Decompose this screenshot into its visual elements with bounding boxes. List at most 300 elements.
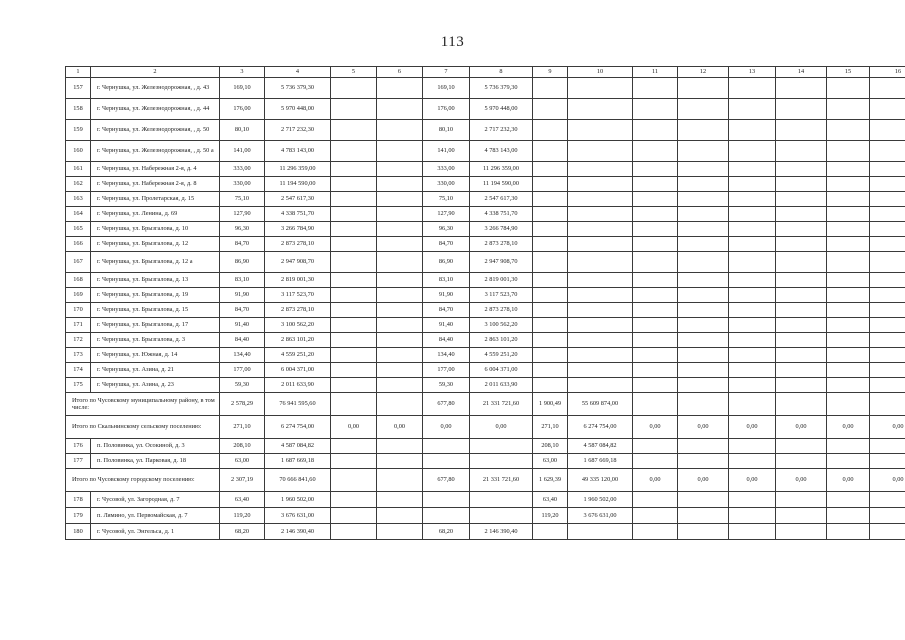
- table-cell: 5 736 379,30: [265, 78, 331, 99]
- table-cell: [678, 439, 729, 454]
- table-cell: 208,10: [220, 439, 265, 454]
- table-cell: 163: [66, 192, 91, 207]
- table-cell: п. Половинка, ул. Осокиной, д. 3: [91, 439, 220, 454]
- table-cell: 8: [470, 67, 533, 78]
- table-cell: [377, 78, 423, 99]
- table-cell: [827, 393, 870, 416]
- table-cell: 6 274 754,00: [568, 416, 633, 439]
- table-cell: 677,80: [423, 393, 470, 416]
- table-cell: [633, 288, 678, 303]
- table-cell: [870, 162, 905, 177]
- table-cell: п. Лямино, ул. Первомайская, д. 7: [91, 508, 220, 524]
- table-cell: [568, 333, 633, 348]
- table-cell: [377, 303, 423, 318]
- table-cell: 173: [66, 348, 91, 363]
- table-cell: [776, 120, 827, 141]
- table-cell: [633, 192, 678, 207]
- table-cell: 3 676 631,00: [568, 508, 633, 524]
- table-cell: 21 331 721,60: [470, 469, 533, 492]
- table-cell: [377, 454, 423, 469]
- table-cell: 76 941 595,60: [265, 393, 331, 416]
- table-cell: [870, 378, 905, 393]
- table-cell: [827, 252, 870, 273]
- table-cell: [729, 162, 776, 177]
- table-cell: [377, 363, 423, 378]
- table-cell: 6: [377, 67, 423, 78]
- table-cell: [870, 78, 905, 99]
- table-cell: г. Чернушка, ул. Железнодорожная, , д. 50: [91, 120, 220, 141]
- table-row: [66, 492, 905, 508]
- table-cell: [827, 348, 870, 363]
- page-number: 113: [440, 34, 465, 50]
- table-cell: 59,30: [220, 378, 265, 393]
- table-cell: 3 100 562,20: [265, 318, 331, 333]
- table-cell: [776, 288, 827, 303]
- table-cell: [678, 454, 729, 469]
- table-cell: [470, 492, 533, 508]
- subtotal-row: [66, 469, 905, 492]
- table-cell: [568, 78, 633, 99]
- table-cell: [776, 454, 827, 469]
- table-cell: 177,00: [423, 363, 470, 378]
- table-cell: 119,20: [220, 508, 265, 524]
- table-cell: 2 146 390,40: [470, 524, 533, 540]
- table-cell: 84,70: [423, 237, 470, 252]
- table-cell: [377, 192, 423, 207]
- table-cell: [776, 508, 827, 524]
- table-cell: [633, 492, 678, 508]
- housing-table: [65, 66, 905, 540]
- table-cell: 5: [331, 67, 377, 78]
- table-cell: 3 117 523,70: [265, 288, 331, 303]
- table-cell: [423, 454, 470, 469]
- table-cell: 333,00: [220, 162, 265, 177]
- table-row: [66, 177, 905, 192]
- table-cell: 4 783 143,00: [265, 141, 331, 162]
- table-row: [66, 288, 905, 303]
- table-cell: [331, 207, 377, 222]
- subtotal-row: [66, 393, 905, 416]
- table-cell: 1 960 502,00: [265, 492, 331, 508]
- table-cell: г. Чернушка, ул. Брызгалова, д. 17: [91, 318, 220, 333]
- table-cell: [533, 348, 568, 363]
- table-cell: [870, 363, 905, 378]
- table-cell: г. Чусовой, ул. Энгельса, д. 1: [91, 524, 220, 540]
- table-cell: [827, 524, 870, 540]
- table-cell: [377, 162, 423, 177]
- table-cell: 2 873 278,10: [470, 237, 533, 252]
- table-cell: [827, 120, 870, 141]
- table-cell: 4 587 084,82: [265, 439, 331, 454]
- table-cell: [377, 469, 423, 492]
- table-cell: [331, 99, 377, 120]
- table-cell: 2 863 101,20: [470, 333, 533, 348]
- table-cell: 13: [729, 67, 776, 78]
- table-cell: [633, 454, 678, 469]
- table-cell: 96,30: [423, 222, 470, 237]
- subtotal-row: [66, 416, 905, 439]
- table-row: [66, 363, 905, 378]
- table-cell: 2 873 278,10: [265, 237, 331, 252]
- table-cell: [827, 439, 870, 454]
- table-cell: [729, 492, 776, 508]
- table-cell: [678, 393, 729, 416]
- table-cell: [776, 348, 827, 363]
- table-cell: г. Чернушка, ул. Брызгалова, д. 13: [91, 273, 220, 288]
- table-cell: [827, 177, 870, 192]
- table-cell: 75,10: [423, 192, 470, 207]
- table-cell: [568, 141, 633, 162]
- table-cell: [331, 288, 377, 303]
- table-cell: 141,00: [220, 141, 265, 162]
- table-cell: [729, 120, 776, 141]
- table-cell: 2 819 001,30: [470, 273, 533, 288]
- table-cell: 4 338 751,70: [265, 207, 331, 222]
- table-cell: [533, 99, 568, 120]
- table-cell: [331, 222, 377, 237]
- table-row: [66, 524, 905, 540]
- table-cell: [377, 348, 423, 363]
- table-cell: [870, 288, 905, 303]
- table-cell: [633, 273, 678, 288]
- table-cell: 2 873 278,10: [470, 303, 533, 318]
- table-cell: [568, 273, 633, 288]
- table-row: [66, 318, 905, 333]
- table-cell: г. Чернушка, ул. Брызгалова, д. 3: [91, 333, 220, 348]
- table-cell: 21 331 721,60: [470, 393, 533, 416]
- table-row: [66, 78, 905, 99]
- table-cell: 0,00: [633, 469, 678, 492]
- table-cell: [678, 363, 729, 378]
- table-cell: [776, 492, 827, 508]
- table-cell: 68,20: [423, 524, 470, 540]
- table-cell: [331, 363, 377, 378]
- table-cell: 179: [66, 508, 91, 524]
- table-cell: [568, 192, 633, 207]
- table-cell: [729, 439, 776, 454]
- table-cell: [827, 141, 870, 162]
- table-cell: [533, 78, 568, 99]
- table-cell: [533, 378, 568, 393]
- table-cell: [776, 207, 827, 222]
- table-cell: [331, 508, 377, 524]
- table-cell: [377, 378, 423, 393]
- table-cell: [377, 318, 423, 333]
- table-cell: 171: [66, 318, 91, 333]
- table-cell: 68,20: [220, 524, 265, 540]
- table-cell: [827, 222, 870, 237]
- table-row: [66, 454, 905, 469]
- table-cell: 174: [66, 363, 91, 378]
- table-row: [66, 222, 905, 237]
- table-cell: 63,40: [220, 492, 265, 508]
- table-row: [66, 237, 905, 252]
- table-cell: [678, 192, 729, 207]
- table-cell: [533, 303, 568, 318]
- table-cell: [331, 78, 377, 99]
- table-cell: [729, 78, 776, 99]
- table-cell: [827, 78, 870, 99]
- table-cell: [827, 333, 870, 348]
- table-cell: 0,00: [633, 416, 678, 439]
- table-cell: [729, 333, 776, 348]
- table-cell: [827, 207, 870, 222]
- table-cell: [729, 378, 776, 393]
- table-cell: [533, 273, 568, 288]
- table-cell: [470, 508, 533, 524]
- table-cell: [827, 454, 870, 469]
- table-cell: [678, 288, 729, 303]
- table-cell: [776, 524, 827, 540]
- table-cell: [568, 318, 633, 333]
- table-cell: 0,00: [729, 469, 776, 492]
- table-cell: [331, 333, 377, 348]
- table-cell: [533, 141, 568, 162]
- table-cell: [377, 508, 423, 524]
- table-cell: 167: [66, 252, 91, 273]
- table-cell: [568, 177, 633, 192]
- table-cell: 168: [66, 273, 91, 288]
- table-row: [66, 141, 905, 162]
- table-cell: [776, 363, 827, 378]
- table-cell: 1 960 502,00: [568, 492, 633, 508]
- table-cell: 3: [220, 67, 265, 78]
- table-cell: [568, 222, 633, 237]
- table-row: [66, 303, 905, 318]
- table-cell: 6 004 371,00: [470, 363, 533, 378]
- table-cell: [377, 273, 423, 288]
- table-cell: [870, 393, 905, 416]
- table-cell: [678, 492, 729, 508]
- table-cell: [678, 78, 729, 99]
- table-cell: [377, 492, 423, 508]
- table-cell: [568, 348, 633, 363]
- table-cell: 4 783 143,00: [470, 141, 533, 162]
- table-cell: 5 970 448,00: [265, 99, 331, 120]
- table-cell: 271,10: [533, 416, 568, 439]
- table-cell: [776, 78, 827, 99]
- table-cell: [729, 222, 776, 237]
- table-cell: [678, 237, 729, 252]
- table-cell: [633, 524, 678, 540]
- table-cell: 175: [66, 378, 91, 393]
- table-row: [66, 120, 905, 141]
- table-cell: [827, 192, 870, 207]
- table-cell: г. Чернушка, ул. Азина, д. 21: [91, 363, 220, 378]
- table-cell: [568, 162, 633, 177]
- table-cell: [533, 524, 568, 540]
- table-cell: 2 578,29: [220, 393, 265, 416]
- table-cell: [729, 393, 776, 416]
- table-cell: 1 687 669,18: [265, 454, 331, 469]
- table-cell: Итого по Чусовскому городскому поселению:: [66, 469, 220, 492]
- table-cell: [331, 454, 377, 469]
- table-cell: [729, 508, 776, 524]
- table-cell: [633, 318, 678, 333]
- table-cell: 0,00: [377, 416, 423, 439]
- table-cell: [729, 348, 776, 363]
- table-cell: 158: [66, 99, 91, 120]
- table-cell: [678, 99, 729, 120]
- table-row: [66, 207, 905, 222]
- table-cell: [678, 141, 729, 162]
- table-cell: [678, 162, 729, 177]
- table-cell: [827, 237, 870, 252]
- table-cell: п. Половинка, ул. Парковая, д. 18: [91, 454, 220, 469]
- table-cell: [678, 508, 729, 524]
- table-cell: 86,90: [423, 252, 470, 273]
- table-cell: 176,00: [220, 99, 265, 120]
- table-cell: 59,30: [423, 378, 470, 393]
- table-cell: [678, 120, 729, 141]
- table-cell: 172: [66, 333, 91, 348]
- table-cell: 11 194 590,00: [470, 177, 533, 192]
- table-cell: [729, 524, 776, 540]
- table-cell: 84,70: [220, 237, 265, 252]
- table-cell: [533, 363, 568, 378]
- table-cell: [633, 348, 678, 363]
- table-cell: [633, 393, 678, 416]
- table-cell: [776, 162, 827, 177]
- table-cell: [678, 333, 729, 348]
- table-cell: [568, 120, 633, 141]
- table-cell: 75,10: [220, 192, 265, 207]
- table-cell: [533, 333, 568, 348]
- table-cell: г. Чернушка, ул. Набережная 2-я, д. 8: [91, 177, 220, 192]
- table-cell: [331, 303, 377, 318]
- table-cell: [331, 192, 377, 207]
- table-cell: [729, 192, 776, 207]
- table-cell: 5 736 379,30: [470, 78, 533, 99]
- table-cell: 80,10: [423, 120, 470, 141]
- table-cell: 0,00: [678, 469, 729, 492]
- table-cell: 1 687 669,18: [568, 454, 633, 469]
- table-cell: 0,00: [470, 416, 533, 439]
- table-cell: [377, 393, 423, 416]
- table-cell: 165: [66, 222, 91, 237]
- table-cell: [870, 222, 905, 237]
- table-cell: 160: [66, 141, 91, 162]
- table-cell: [331, 120, 377, 141]
- table-cell: 2 873 278,10: [265, 303, 331, 318]
- table-cell: [827, 162, 870, 177]
- table-cell: [827, 303, 870, 318]
- table-cell: [633, 333, 678, 348]
- table-cell: [533, 252, 568, 273]
- table-cell: 157: [66, 78, 91, 99]
- table-cell: [633, 120, 678, 141]
- table-cell: г. Чернушка, ул. Набережная 2-я, д. 4: [91, 162, 220, 177]
- table-cell: 63,00: [533, 454, 568, 469]
- table-cell: 176,00: [423, 99, 470, 120]
- table-cell: [377, 99, 423, 120]
- table-cell: [377, 120, 423, 141]
- table-cell: [729, 177, 776, 192]
- table-cell: [331, 252, 377, 273]
- table-cell: 0,00: [827, 416, 870, 439]
- table-cell: [633, 439, 678, 454]
- table-cell: 91,90: [220, 288, 265, 303]
- table-cell: 2: [91, 67, 220, 78]
- table-cell: [377, 177, 423, 192]
- table-cell: [870, 508, 905, 524]
- table-cell: [377, 237, 423, 252]
- table-cell: 3 266 784,90: [470, 222, 533, 237]
- table-cell: [568, 237, 633, 252]
- table-cell: г. Чернушка, ул. Ленина, д. 69: [91, 207, 220, 222]
- table-cell: [533, 120, 568, 141]
- table-cell: 208,10: [533, 439, 568, 454]
- table-cell: 84,40: [220, 333, 265, 348]
- table-cell: 0,00: [870, 469, 905, 492]
- table-cell: [870, 120, 905, 141]
- table-cell: [776, 439, 827, 454]
- table-cell: [533, 207, 568, 222]
- table-cell: [678, 303, 729, 318]
- table-cell: г. Чернушка, ул. Брызгалова, д. 15: [91, 303, 220, 318]
- table-row: [66, 273, 905, 288]
- table-cell: [870, 333, 905, 348]
- table-cell: [331, 469, 377, 492]
- table-cell: [776, 141, 827, 162]
- table-cell: 1 629,39: [533, 469, 568, 492]
- table-cell: [377, 333, 423, 348]
- table-cell: 4 338 751,70: [470, 207, 533, 222]
- table-cell: [568, 252, 633, 273]
- table-cell: [776, 177, 827, 192]
- table-cell: [568, 378, 633, 393]
- table-cell: [633, 141, 678, 162]
- table-cell: 0,00: [678, 416, 729, 439]
- table-cell: 2 947 908,70: [265, 252, 331, 273]
- table-cell: [331, 524, 377, 540]
- table-cell: [729, 141, 776, 162]
- table-cell: [729, 454, 776, 469]
- table-cell: г. Чусовой, ул. Загородная, д. 7: [91, 492, 220, 508]
- table-cell: [633, 78, 678, 99]
- table-cell: [870, 348, 905, 363]
- table-cell: [729, 237, 776, 252]
- table-cell: [633, 252, 678, 273]
- table-cell: 84,70: [220, 303, 265, 318]
- table-cell: 0,00: [776, 469, 827, 492]
- table-cell: [423, 439, 470, 454]
- table-cell: 2 011 633,90: [470, 378, 533, 393]
- table-row: [66, 378, 905, 393]
- table-cell: [568, 303, 633, 318]
- table-cell: [331, 378, 377, 393]
- table-cell: [776, 192, 827, 207]
- table-cell: [870, 141, 905, 162]
- table-cell: [470, 454, 533, 469]
- table-cell: г. Чернушка, ул. Железнодорожная, , д. 44: [91, 99, 220, 120]
- table-cell: 16: [870, 67, 905, 78]
- table-cell: [533, 237, 568, 252]
- table-cell: [870, 303, 905, 318]
- table-cell: [776, 393, 827, 416]
- table-cell: 2 011 633,90: [265, 378, 331, 393]
- table-cell: 84,70: [423, 303, 470, 318]
- table-cell: 2 863 101,20: [265, 333, 331, 348]
- table-cell: [729, 99, 776, 120]
- table-cell: [776, 333, 827, 348]
- table-cell: [331, 273, 377, 288]
- table-cell: 6 004 371,00: [265, 363, 331, 378]
- table-cell: 330,00: [220, 177, 265, 192]
- table-cell: 2 819 001,30: [265, 273, 331, 288]
- table-cell: Итого по Скальнинскому сельскому поселению:: [66, 416, 220, 439]
- table-cell: [729, 363, 776, 378]
